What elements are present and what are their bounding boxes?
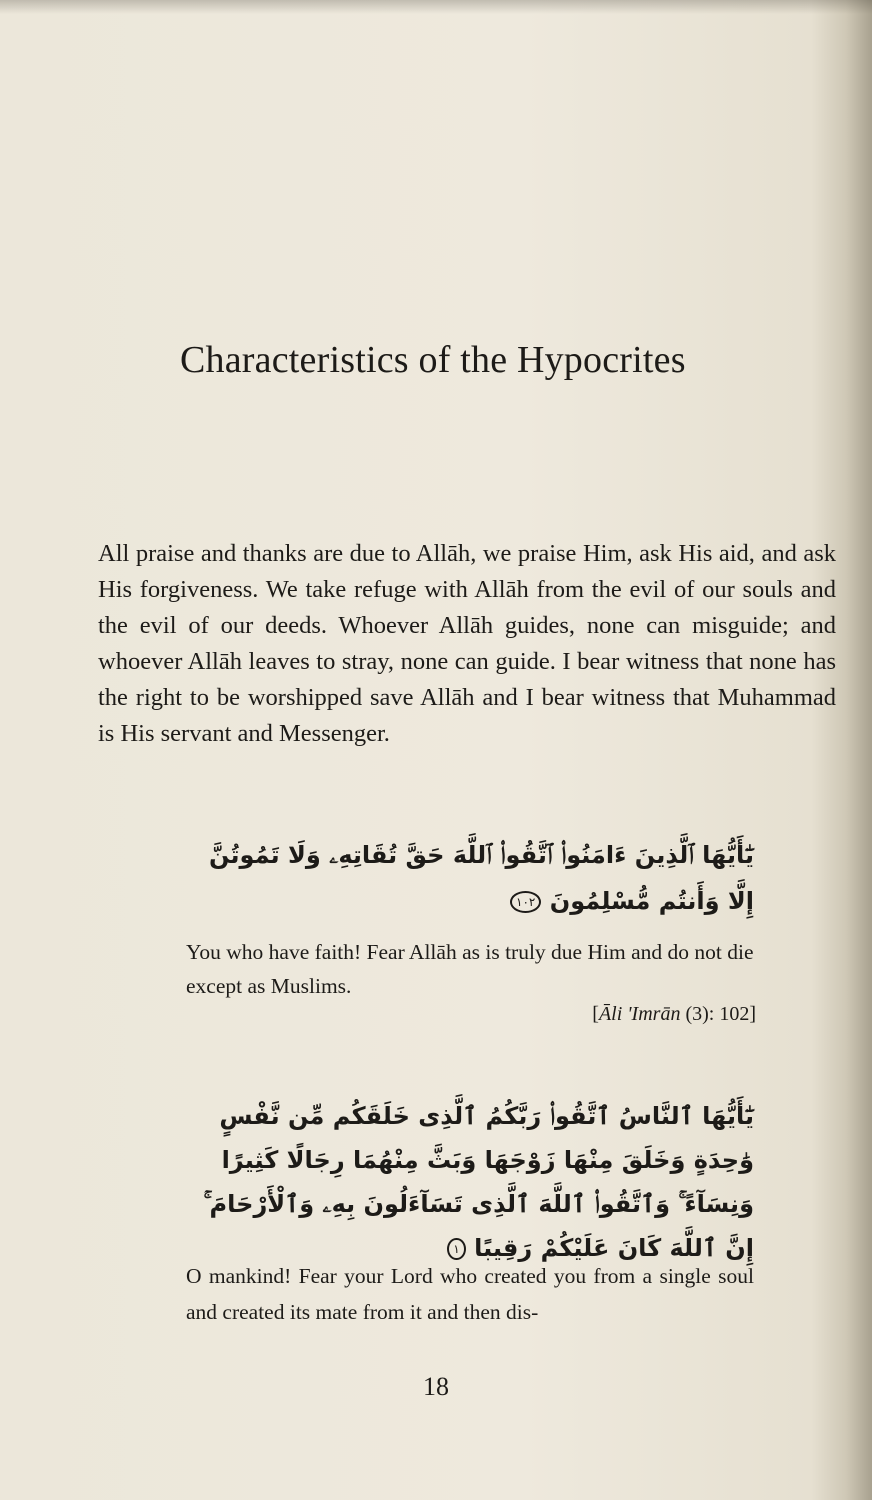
reference-open-bracket: [ — [592, 1003, 599, 1025]
verse-1-translation: You who have faith! Fear Allāh as is truly due Him and do not die except as Muslims. — [186, 940, 754, 998]
verse-1-arabic — [182, 832, 754, 924]
verse-1-arabic-text: يَٰٓأَيُّهَا ٱلَّذِينَ ءَامَنُوا۟ ٱتَّقُوا۟ ٱللَّهَ حَقَّ تُقَاتِهِۦ وَلَا تَمُوتُنَّ إِلَّا وَأَنتُم مُّسْلِمُونَ — [208, 841, 754, 915]
reference-surah-name: Āli 'Imrān — [598, 1003, 681, 1025]
ayah-number-marker: ١٠٢ — [510, 891, 541, 913]
page-number: 18 — [423, 1372, 449, 1401]
chapter-title: Characteristics of the Hypocrites — [180, 339, 686, 381]
verse-2-arabic — [182, 1094, 754, 1270]
verse-2-arabic-text: يَٰٓأَيُّهَا ٱلنَّاسُ ٱتَّقُوا۟ رَبَّكُمُ ٱلَّذِى خَلَقَكُم مِّن نَّفْسٍ وَٰحِدَةٍ وَخَلَقَ مِنْهَا زَوْجَهَا وَبَثَّ مِنْهُمَا رِجَالًا كَثِيرًا وَنِسَآءً ۚ وَٱتَّقُوا۟ ٱللَّهَ ٱلَّذِى تَسَآءَلُونَ بِهِۦ وَٱلْأَرْحَامَ ۚ إِنَّ ٱللَّهَ كَانَ عَلَيْكُمْ رَقِيبًا — [203, 1102, 754, 1262]
reference-verse-number: (3): 102] — [680, 1003, 756, 1025]
intro-paragraph: All praise and thanks are due to Allāh, we praise Him, ask His aid, and ask His forgiveness. We take refuge with Allāh from the evil of our souls and the evil of our deeds. Whoever Allāh guides, none can misguide; and whoever Allāh leaves to stray, none can guide. I bear witness that none has the right to be worshipped save Allāh and I bear witness that Muhammad is His servant and Messenger. — [98, 540, 836, 747]
verse-2-translation: O mankind! Fear your Lord who created you from a single soul and created its mate from it and then dis- — [186, 1264, 754, 1324]
ayah-number-marker: ١ — [447, 1238, 465, 1260]
verse-1-reference — [500, 1003, 756, 1026]
